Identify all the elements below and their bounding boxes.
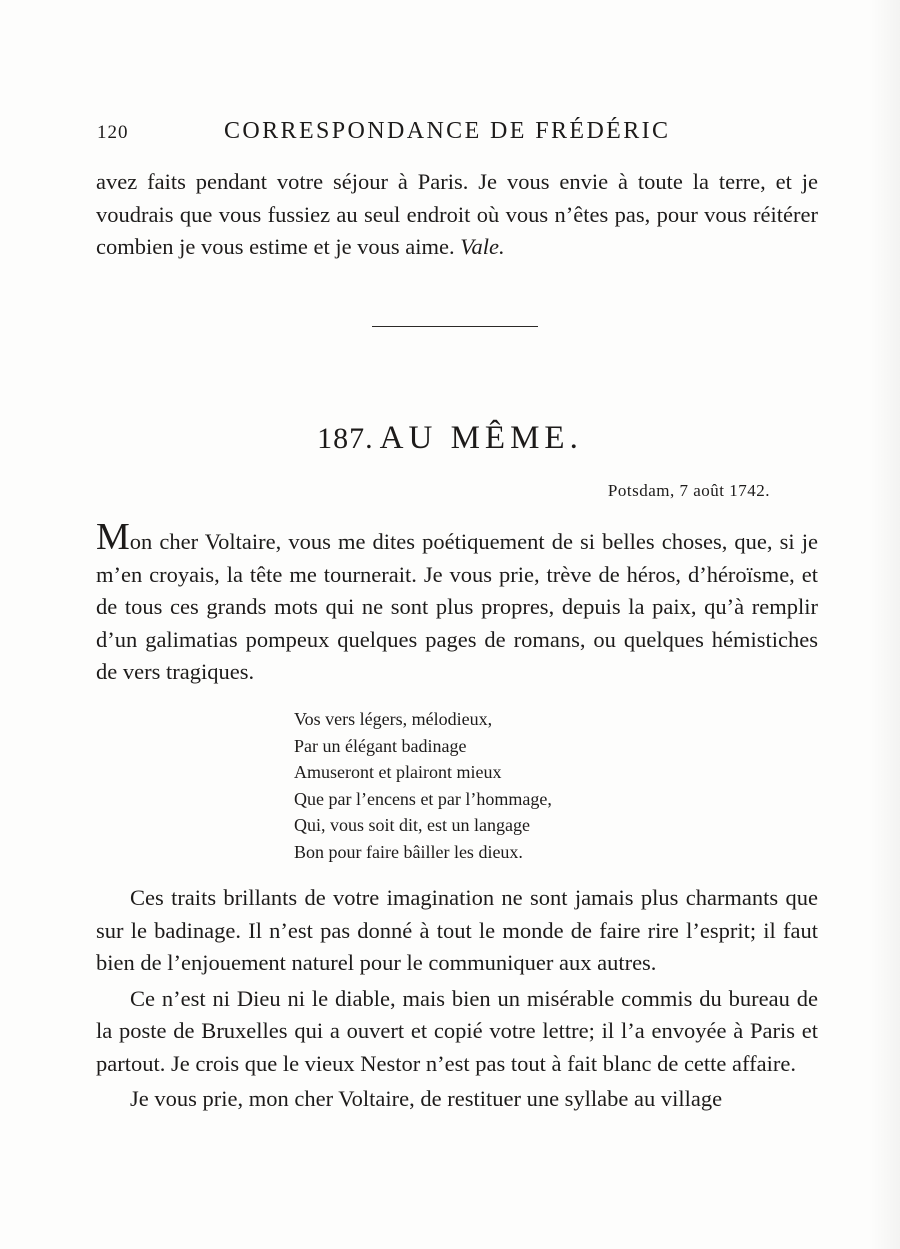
closing-vale: Vale. [460, 234, 505, 259]
opening-paragraph-block [96, 516, 818, 689]
opening-paragraph-text: on cher Voltaire, vous me dites poétiquement de si belles choses, que, si je m’en croyais, la tête me tournerait. Je vous prie, trève de héros, d’héroïsme, et de tous ces grands mots qui ne sont plus propres, depuis la paix, qu’à remplir d’un galimatias pompeux quelques pages de romans, ou quelques hémistiches de vers tragiques. [96, 529, 818, 684]
verse-block [294, 706, 552, 865]
verse-line: Qui, vous soit dit, est un langage [294, 815, 530, 835]
continued-letter-text [96, 166, 818, 264]
letter-heading [0, 420, 900, 457]
running-head-title: CORRESPONDANCE DE FRÉDÉRIC [224, 118, 671, 144]
body-paragraph: Ce n’est ni Dieu ni le diable, mais bien un misérable commis du bureau de la poste de Bruxelles qui a ouvert et copié votre lettre; il l’a envoyée à Paris et partout. Je crois que le vieux Nestor n’est pas tout à fait blanc de cette affaire. [96, 985, 818, 1076]
letter-body [96, 882, 818, 1119]
running-head [97, 118, 817, 148]
continued-paragraph [96, 166, 818, 264]
letter-dateline: Potsdam, 7 août 1742. [607, 481, 770, 500]
verse-line: Vos vers légers, mélodieux, [294, 709, 493, 729]
section-divider [372, 326, 538, 327]
body-paragraph: Je vous prie, mon cher Voltaire, de restituer une syllabe au village [130, 1086, 723, 1111]
page-number: 120 [97, 122, 129, 143]
drop-cap-initial: M [96, 516, 130, 558]
letter-title: AU MÊME. [379, 420, 583, 456]
letter-number: 187. [317, 422, 374, 455]
opening-paragraph [96, 516, 818, 689]
page-edge-shading [870, 0, 900, 1249]
body-paragraph: Ces traits brillants de votre imagination ne sont jamais plus charmants que sur le badinage. Il n’est pas donné à tout le monde de faire rire l’esprit; il faut bien de l’enjouement naturel pour le communiquer aux autres. [96, 885, 818, 975]
verse-line: Amuseront et plairont mieux [294, 762, 502, 782]
verse-line: Par un élégant badinage [294, 735, 467, 756]
continued-paragraph-text: avez faits pendant votre séjour à Paris. Je vous envie à toute la terre, et je voudrais que vous fussiez au seul endroit où vous n’êtes pas, pour vous réitérer combien je vous estime et je vous aime. [96, 169, 818, 259]
verse-line: Bon pour faire bâiller les dieux. [294, 841, 523, 862]
verse-line: Que par l’encens et par l’hommage, [294, 788, 552, 809]
